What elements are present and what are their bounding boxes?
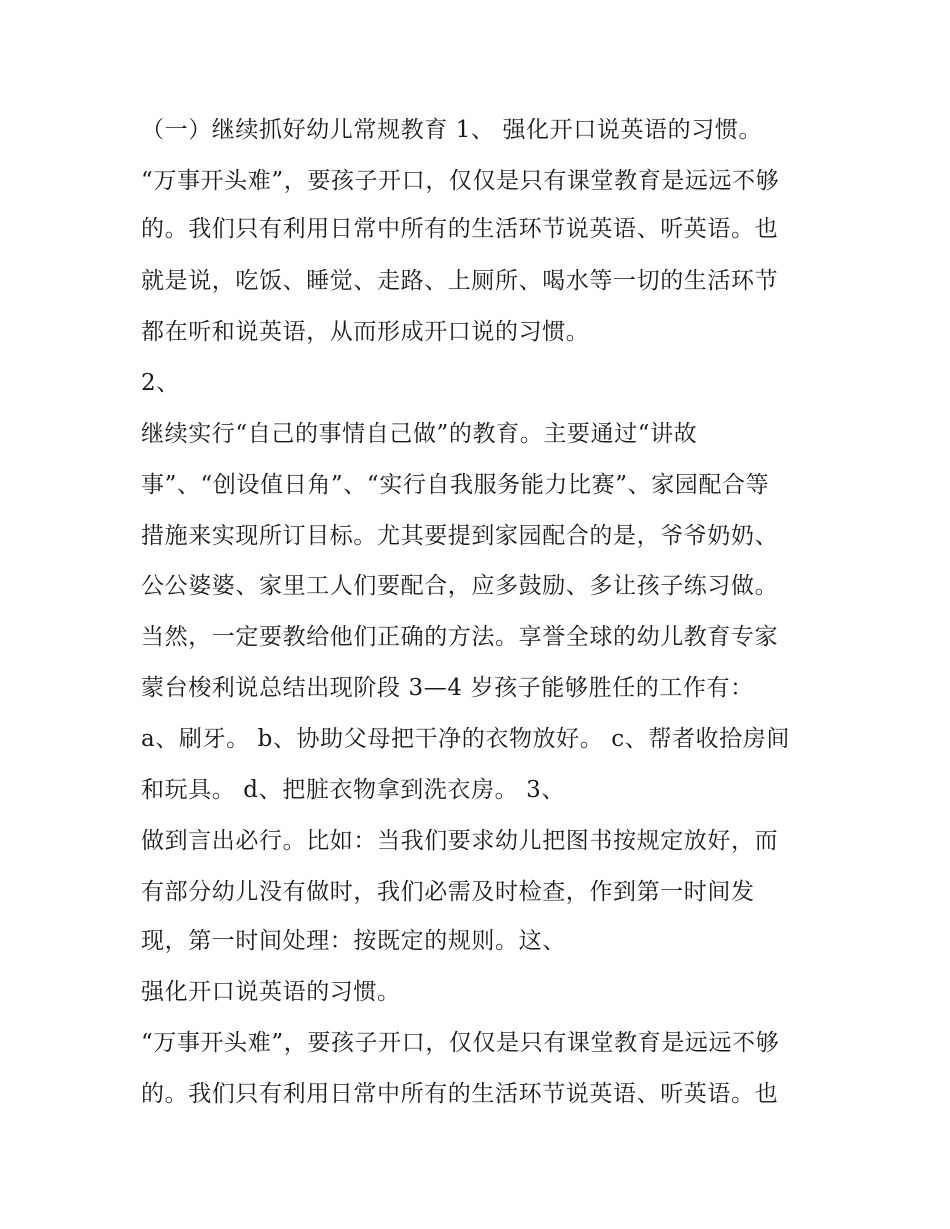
text-line-10: 公公婆婆、家里工人们要配合，应多鼓励、多让孩子练习做。 xyxy=(141,573,779,599)
text-line-5: 都在听和说英语，从而形成开口说的习惯。 xyxy=(141,319,590,345)
text-line-9: 措施来实现所订目标。尤其要提到家园配合的是，爷爷奶奶、 xyxy=(141,523,779,549)
text-line-2: “万事开头难”，要孩子开口，仅仅是只有课堂教育是远远不够 xyxy=(141,168,780,194)
text-line-17: 现，第一时间处理：按既定的规则。这、 xyxy=(141,928,566,954)
text-line-3: 的。我们只有利用日常中所有的生活环节说英语、听英语。也 xyxy=(141,216,779,242)
text-line-16: 有部分幼儿没有做时，我们必需及时检查，作到第一时间发 xyxy=(141,879,755,905)
text-line-4: 就是说，吃饭、睡觉、走路、上厕所、喝水等一切的生活环节 xyxy=(141,268,779,294)
text-line-13: a、刷牙。 b、协助父母把干净的衣物放好。 c、帮者收拾房间 xyxy=(141,726,790,752)
text-line-18: 强化开口说英语的习惯。 xyxy=(141,979,401,1005)
text-line-14: 和玩具。 d、把脏衣物拿到洗衣房。 3、 xyxy=(141,777,565,803)
text-line-15: 做到言出必行。比如：当我们要求幼儿把图书按规定放好，而 xyxy=(141,828,779,854)
text-line-11: 当然，一定要教给他们正确的方法。享誉全球的幼儿教育专家 xyxy=(141,624,779,650)
text-line-6: 2、 xyxy=(141,370,180,396)
text-line-12: 蒙台梭利说总结出现阶段 3—4 岁孩子能够胜任的工作有： xyxy=(141,675,754,701)
text-line-8: 事”、“创设值日角”、“实行自我服务能力比赛”、家园配合等 xyxy=(141,472,770,498)
text-line-20: 的。我们只有利用日常中所有的生活环节说英语、听英语。也 xyxy=(141,1081,779,1107)
text-line-1: （一）继续抓好幼儿常规教育 1、 强化开口说英语的习惯。 xyxy=(141,117,763,143)
text-line-19: “万事开头难”，要孩子开口，仅仅是只有课堂教育是远远不够 xyxy=(141,1030,780,1056)
text-line-7: 继续实行“自己的事情自己做”的教育。主要通过“讲故 xyxy=(141,421,698,447)
